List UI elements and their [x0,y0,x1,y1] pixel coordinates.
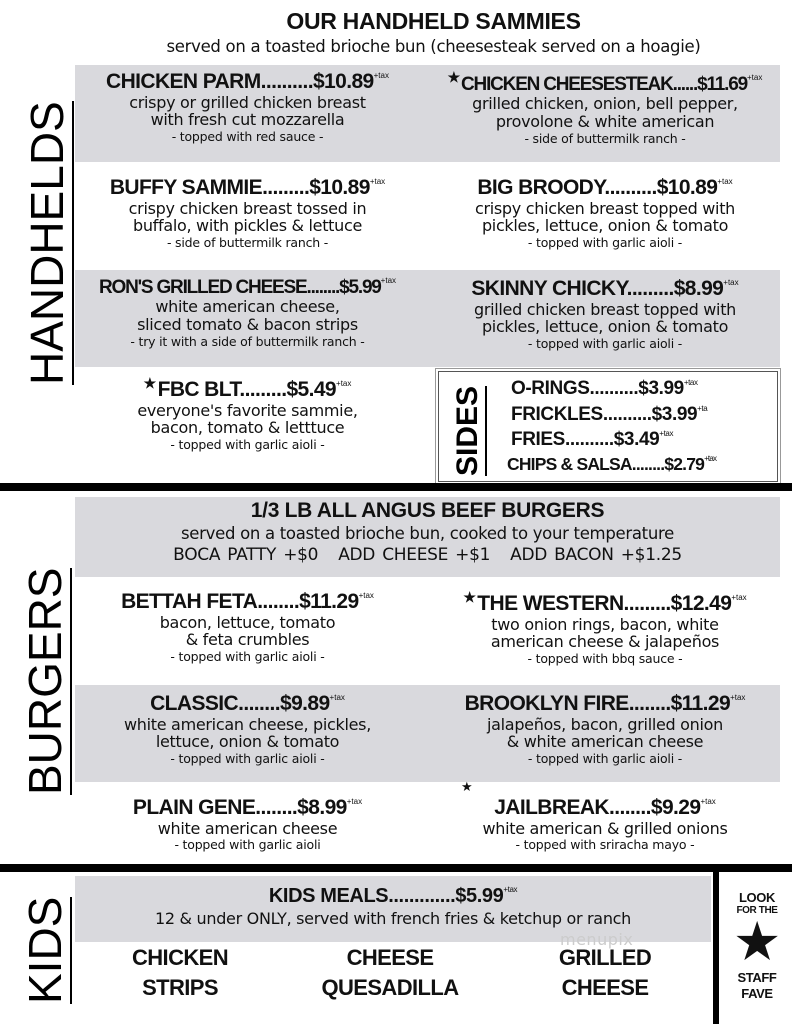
kids-price: $5.99 [455,885,504,907]
item-price: $8.99 [673,277,724,300]
item-price: $10.89 [312,70,374,93]
item-price: $9.29 [650,796,701,819]
sides-box [438,371,778,482]
menu-item-skinny-chicky: SKINNY $CHICKY.........\$8.99^{+tax}$ grilled chicken breast topped with pickles, lettuce, onion & tomato - topped with garlic aioli - [471,277,739,352]
menu-item-fbc-blt: ★FBC $BLT.........\$5.49^{+tax}$ everyone's favorite sammie, bacon, tomato & letttuce - topped with garlic aioli - [137,375,358,453]
item-price: $12.49 [670,592,732,615]
section-label-sides: SIDES [453,386,487,476]
burger-addons: BOCA PATTY +$0 ADD CHEESE +$1 ADD BACON +$1.25 [173,545,682,565]
kids-title: KIDS MEALS [268,885,389,907]
section-divider [0,864,792,872]
handhelds-subtitle: served on a toasted brioche bun (cheesesteak served on a hoagie) [166,37,701,56]
item-name: CHICKEN CHEESESTEAK [461,74,673,95]
staff-fave-star-icon: ★ [463,589,476,605]
burgers-title: 1/3 LB ALL ANGUS BEEF BURGERS [250,499,605,522]
item-name: SKINNY CHICKY [471,277,627,300]
menu-item-classic: $CLASSIC........\$9.89^{+tax}$ white american cheese, pickles, lettuce, onion & tomato - topped with garlic aioli - [123,692,371,767]
menu-item-big-broody: BIG $BROODY..........\$10.89^{+tax}$ crispy chicken breast topped with pickles, lettuce, onion & tomato - topped with garlic aioli - [474,176,736,251]
item-name: JAILBREAK [494,796,609,819]
section-divider [0,483,792,491]
handhelds-title: OUR HANDHELD SAMMIES [286,8,581,34]
menu-item-chicken-cheesesteak: ★ CHICKEN $CHEESESTEAK......\$11.69^{+tax}$ grilled chicken, onion, bell pepper, provolone & white american - side of buttermilk ranch - [447,69,763,147]
menu-item-bettah-feta: BETTAH $FETA........\$11.29^{+tax}$ bacon, lettuce, tomato & feta crumbles - topped with garlic aioli - [121,590,374,665]
item-name: BETTAH FETA [121,590,258,613]
menu-item-brooklyn-fire: BROOKLYN $FIRE........\$11.29^{+tax}$ jalapeños, bacon, grilled onion & white american cheese - topped with garlic aioli - [464,692,746,767]
item-name: BUFFY SAMMIE [109,176,263,199]
item-name: THE WESTERN [477,592,624,615]
kids-subtitle: 12 & under ONLY, served with french fries & ketchup or ranch [155,909,631,928]
item-price: $11.29 [299,590,359,613]
burgers-subtitle: served on a toasted brioche bun, cooked to your temperature [181,524,674,543]
vertical-rule [713,872,719,1024]
staff-fave-star-icon: ★ [143,375,156,391]
burgers-header [75,497,780,577]
item-price: $8.99 [297,796,347,819]
side-item-o-rings: $O-RINGS..........\$3.99^{+tax}$ [511,378,698,399]
kids-option-chicken-strips: CHICKEN STRIPS [131,945,229,1000]
item-price: $11.29 [670,692,731,715]
item-name: BIG BROODY [477,176,605,199]
kids-header: KIDS $MEALS.............\$5.99^{+tax}$ 12 & under ONLY, served with french fries & ketchup or ranch [75,876,711,942]
section-label-burgers: BURGERS [19,567,71,795]
menu-item-rons-grilled-cheese: RON'S GRILLED $CHEESE........\$5.99^{+tax}$ white american cheese, sliced tomato & bacon strips - try it with a side of buttermilk ranch - [98,276,397,350]
item-price: $5.99 [339,277,381,298]
staff-fave-legend: LOOK FOR THE ★ STAFF FAVE [722,890,792,1002]
section-label-kids: KIDS [19,896,71,1004]
side-item-frickles: $FRICKLES..........\$3.99^{+ta}$ [511,404,708,425]
section-label-handhelds: HANDHELDS [21,101,73,385]
item-name: FBC BLT [157,378,240,401]
watermark: menupix [560,930,634,949]
item-name: PLAIN GENE [132,796,256,819]
menu-item-the-western: ★THE $WESTERN.........\$12.49^{+tax}$ two onion rings, bacon, white american cheese & jalapeños - topped with bbq sauce - [463,589,747,667]
side-item-fries: $FRIES..........\$3.49^{+tax}$ [511,429,674,450]
staff-fave-star-icon: ★ [447,69,460,85]
item-name: BROOKLYN FIRE [464,692,629,715]
item-name: RON'S GRILLED CHEESE [98,277,307,298]
item-name: CHICKEN PARM [106,70,261,93]
item-price: $11.69 [697,74,747,95]
menu-item-chicken-parm: CHICKEN $PARM..........\$10.89^{+tax}$ crispy or grilled chicken breast with fresh cut mozzarella - topped with red sauce - [106,70,389,145]
menu-item-buffy-sammie: BUFFY $SAMMIE.........\$10.89^{+tax}$ crispy chicken breast tossed in buffalo, with pickles & lettuce - side of buttermilk ranch - [109,176,386,251]
item-name: CLASSIC [150,692,239,715]
star-icon: ★ [735,916,779,969]
menu-item-plain-gene: PLAIN $GENE........\$8.99^{+tax}$ white american cheese - topped with garlic aioli [132,796,363,853]
item-price: $9.89 [279,692,330,715]
item-price: $5.49 [286,378,337,401]
kids-option-grilled-cheese: GRILLED CHEESE [558,945,652,1000]
item-price: $10.89 [656,176,718,199]
item-price: $10.89 [309,176,370,199]
kids-option-cheese-quesadilla: CHEESE QUESADILLA [321,945,459,1000]
menu-item-jailbreak: $JAILBREAK........\$9.29^{+tax}$ white american & grilled onions - topped with sriracha mayo - [482,796,728,853]
staff-fave-star-icon: ★ [461,780,473,795]
side-item-chips-salsa: CHIPS & $SALSA........\$2.79^{+tax}$ [507,454,717,474]
